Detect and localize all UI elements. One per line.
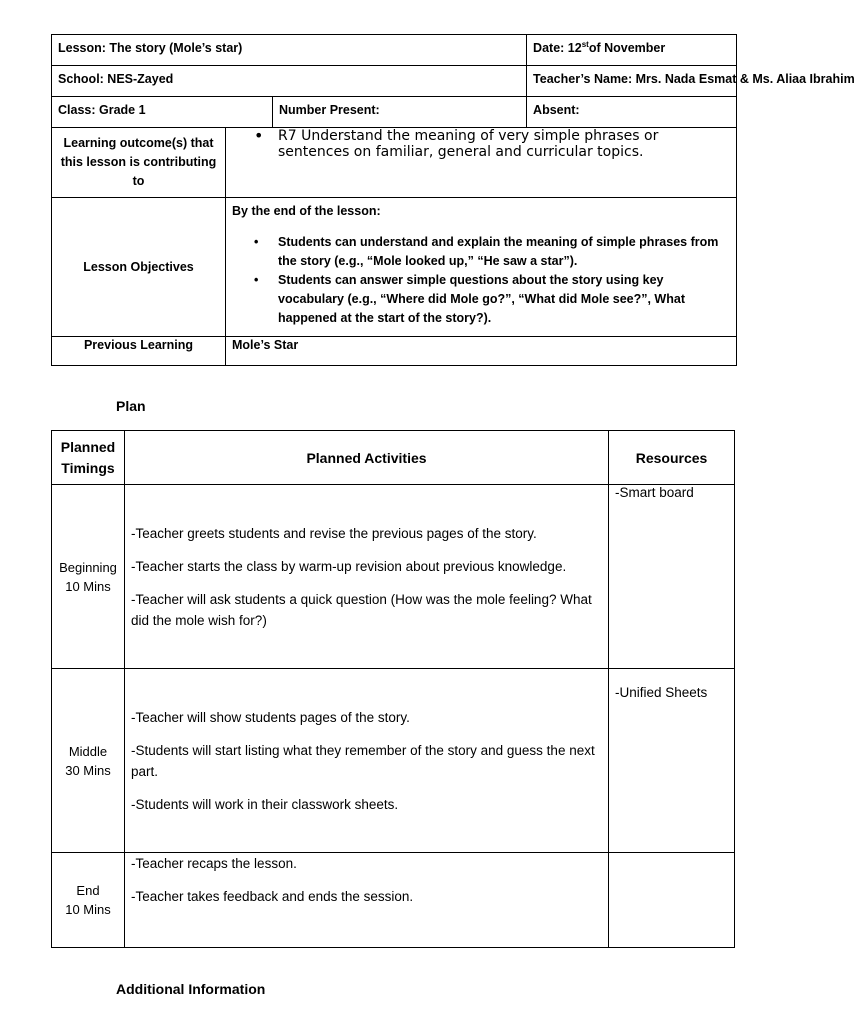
timing-cell — [52, 669, 125, 853]
resources-cell — [609, 669, 735, 853]
objectives-label: Lesson Objectives — [83, 260, 194, 274]
resource-item: -Unified Sheets — [615, 685, 708, 700]
previous-learning-label-cell — [52, 337, 226, 366]
planned-timings-header: Planned Timings — [52, 431, 125, 485]
class-cell — [52, 97, 273, 128]
timing-mins: 10 Mins — [65, 902, 111, 917]
objective-text: Students can understand and explain the meaning of simple phrases from the story (e.g., “Mole looked up,” “He saw a star”). — [278, 235, 719, 268]
school-name: School: NES-Zayed — [58, 72, 174, 86]
activity-item: -Teacher will show students pages of the story. — [131, 709, 410, 725]
activity-item: -Teacher starts the class by warm-up revision about previous knowledge. — [131, 558, 567, 574]
previous-learning-label: Previous Learning — [83, 338, 194, 352]
previous-learning-cell — [226, 337, 737, 366]
plan-row-beginning — [52, 485, 735, 669]
objectives-label-cell — [52, 198, 226, 337]
bullet-icon: • — [254, 273, 259, 287]
activities-cell — [125, 853, 609, 948]
activity-item: -Teacher will ask students a quick question (How was the mole feeling? What did the mole wish for?) — [131, 591, 592, 628]
planned-activities-header: Planned Activities — [125, 431, 609, 485]
teacher-cell — [527, 66, 855, 97]
learning-outcome-label-cell — [52, 128, 226, 198]
learning-outcome-cell — [226, 128, 737, 198]
timing-name: End — [76, 883, 100, 898]
activity-item: -Teacher recaps the lesson. — [131, 856, 297, 871]
lesson-header-table — [51, 34, 855, 366]
date-cell — [527, 35, 737, 66]
learning-outcome-text: R7 Understand the meaning of very simple phrases or sentences on familiar, general and curricular topics. — [278, 128, 659, 160]
resource-item: -Smart board — [615, 485, 694, 500]
lesson-title-cell — [52, 35, 527, 66]
additional-info-heading: Additional Information — [116, 981, 266, 997]
absent-cell — [527, 97, 737, 128]
class-label: Class: Grade 1 — [58, 103, 146, 117]
plan-row-end — [52, 853, 735, 948]
lesson-title: Lesson: The story (Mole’s star) — [58, 41, 243, 55]
plan-row-middle — [52, 669, 735, 853]
activity-item: -Students will start listing what they remember of the story and guess the next part. — [131, 742, 595, 779]
date-ordinal: st — [581, 39, 589, 49]
absent-label: Absent: — [533, 103, 580, 117]
date-suffix: of November — [588, 41, 666, 55]
objectives-cell — [226, 198, 737, 337]
timing-mins: 10 Mins — [65, 578, 111, 594]
timing-name: Beginning — [59, 559, 117, 575]
objective-text: Students can answer simple questions about the story using key vocabulary (e.g., “Where did Mole go?”, “What did Mole see?”, What happened at the start of the story?). — [278, 273, 685, 325]
timing-name: Middle — [68, 743, 108, 759]
resources-cell — [609, 853, 735, 948]
number-present-label: Number Present: — [279, 103, 380, 117]
resources-header: Resources — [609, 431, 735, 485]
learning-outcome-label: Learning outcome(s) that this lesson is contributing to — [60, 136, 217, 188]
activity-item: -Teacher takes feedback and ends the session. — [131, 889, 414, 904]
objective-item — [232, 233, 730, 271]
bullet-icon: • — [254, 235, 259, 249]
bullet-icon: • — [254, 126, 264, 145]
timing-mins: 30 Mins — [65, 762, 111, 778]
activities-cell — [125, 485, 609, 669]
date-prefix: Date: 12 — [533, 41, 582, 55]
objective-item — [232, 271, 730, 328]
plan-heading: Plan — [116, 398, 146, 414]
objectives-list — [232, 233, 730, 328]
resources-cell — [609, 485, 735, 669]
plan-table — [51, 430, 735, 948]
timing-cell — [52, 485, 125, 669]
activity-item: -Teacher greets students and revise the previous pages of the story. — [131, 525, 537, 541]
teacher-names: Teacher’s Name: Mrs. Nada Esmat & Ms. Aliaa Ibrahim — [533, 72, 855, 86]
activities-cell — [125, 669, 609, 853]
number-present-cell — [273, 97, 527, 128]
timing-cell — [52, 853, 125, 948]
objectives-intro: By the end of the lesson: — [232, 204, 381, 218]
school-cell — [52, 66, 527, 97]
previous-learning-value: Mole’s Star — [232, 338, 299, 352]
activity-item: -Students will work in their classwork sheets. — [131, 796, 399, 812]
